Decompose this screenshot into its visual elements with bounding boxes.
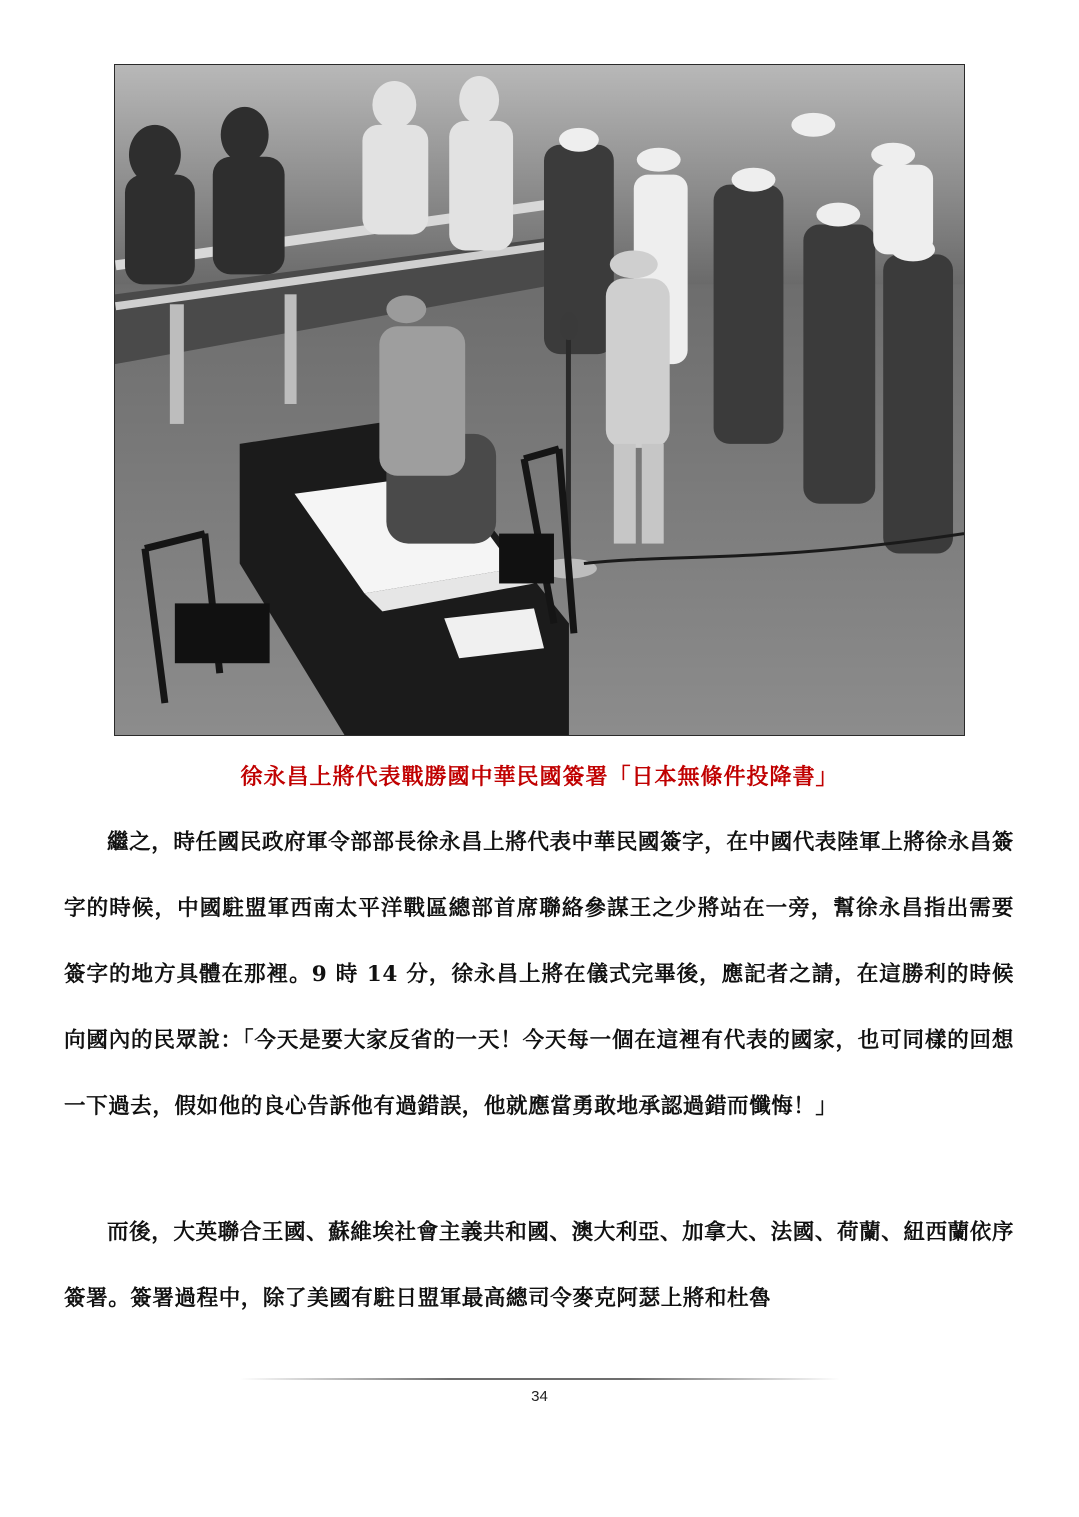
historical-photo xyxy=(114,64,965,736)
body-paragraph-1 xyxy=(64,810,1014,1140)
footer-divider xyxy=(240,1378,840,1380)
body-paragraph-2 xyxy=(64,1200,1014,1332)
photo-caption: 徐永昌上將代表戰勝國中華民國簽署「日本無條件投降書」 xyxy=(240,764,839,790)
paragraph-text: 而後，大英聯合王國、蘇維埃社會主義共和國、澳大利亞、加拿大、法國、荷蘭、紐西蘭依序簽署。簽署過程中，除了美國有駐日盟軍最高總司令麥克阿瑟上將和杜魯 xyxy=(64,1220,1014,1311)
paragraph-text: 繼之，時任國民政府軍令部部長徐永昌上將代表中華民國簽字，在中國代表陸軍上將徐永昌簽字的時候，中國駐盟軍西南太平洋戰區總部首席聯絡參謀王之少將站在一旁，幫徐永昌指出需要簽字的地方具體在那裡。9 時 14 分，徐永昌上將在儀式完畢後，應記者之請，在這勝利的時候向國內的民眾說：「今天是要大家反省的一天！今天每一個在這裡有代表的國家，也可同樣的回想一下過去，假如他的良心告訴他有過錯誤，他就應當勇敢地承認過錯而懺悔！」 xyxy=(64,830,1014,1119)
signing-ceremony-photo xyxy=(115,65,964,735)
page-number: 34 xyxy=(531,1388,548,1405)
